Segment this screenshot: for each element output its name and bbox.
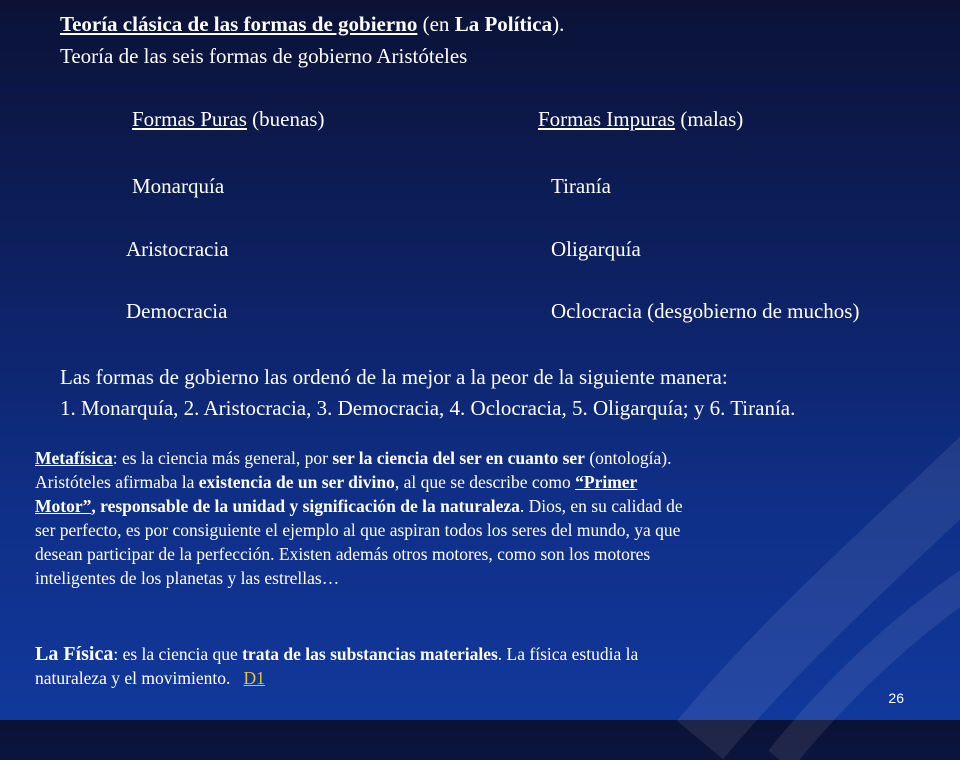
background-swoosh-decoration (660, 380, 960, 760)
page-number: 26 (888, 690, 904, 706)
work-title: La Política (454, 12, 553, 36)
fisica-line-2 (35, 666, 638, 690)
metafisica-line-6: inteligentes de los planetas y las estrellas… (35, 568, 340, 588)
fisica-line-1 (35, 642, 638, 666)
impure-forms-label: Formas Impuras (538, 107, 676, 131)
pure-form-democracia: Democracia (126, 299, 228, 323)
metafisica-bold-2: existencia de un ser divino (198, 472, 395, 492)
pure-forms-label: Formas Puras (132, 107, 247, 131)
metafisica-bold-4: Motor” (35, 496, 92, 516)
fisica-text-3: naturaleza y el movimiento. (35, 668, 244, 688)
title-line (60, 11, 564, 37)
title-middle: (en (417, 12, 455, 36)
ordering-intro: Las formas de gobierno las ordenó de la mejor a la peor de la siguiente manera: (60, 365, 728, 389)
metafisica-bold-5: , responsable de la unidad y significación de la naturaleza (91, 496, 520, 516)
fisica-text-2: . La física estudia la (497, 644, 639, 664)
fisica-text-1: : es la ciencia que (113, 644, 243, 664)
impure-form-oligarquia: Oligarquía (551, 237, 641, 261)
theory-title: Teoría clásica de las formas de gobierno (60, 12, 418, 36)
subtitle: Teoría de las seis formas de gobierno Aristóteles (60, 44, 468, 68)
fisica-bold-1: trata de las substancias materiales (242, 644, 498, 664)
metafisica-bold-1: ser la ciencia del ser en cuanto ser (332, 448, 585, 468)
metafisica-text-2: (ontología). (584, 448, 672, 468)
metafisica-text-5: . Dios, en su calidad de (519, 496, 683, 516)
impure-forms-header (538, 106, 743, 132)
fisica-term: La Física (35, 643, 114, 665)
metafisica-line-1 (35, 446, 683, 470)
metafisica-text-4: , al que se describe como (394, 472, 576, 492)
ordering-list: 1. Monarquía, 2. Aristocracia, 3. Democracia, 4. Oclocracia, 5. Oligarquía; y 6. Tiranía. (60, 396, 796, 420)
metafisica-text-1: : es la ciencia más general, por (112, 448, 333, 468)
metafisica-paragraph (35, 446, 683, 590)
pure-form-aristocracia: Aristocracia (126, 237, 229, 261)
metafisica-text-3: Aristóteles afirmaba la (35, 472, 199, 492)
impure-form-tirania: Tiranía (551, 174, 611, 198)
impure-forms-note: (malas) (675, 107, 744, 131)
fisica-paragraph (35, 642, 638, 690)
pure-forms-note: (buenas) (246, 107, 325, 131)
impure-form-oclocracia: Oclocracia (desgobierno de muchos) (551, 299, 860, 323)
metafisica-term: Metafísica (35, 448, 113, 468)
pure-form-monarquia: Monarquía (132, 174, 225, 198)
d1-link[interactable]: D1 (243, 668, 265, 688)
metafisica-bold-3: “Primer (575, 472, 638, 492)
metafisica-line-2 (35, 470, 683, 494)
pure-forms-header (132, 106, 324, 132)
metafisica-line-5: desean participar de la perfección. Existen además otros motores, como son los motores (35, 544, 651, 564)
metafisica-line-4: ser perfecto, es por consiguiente el ejemplo al que aspiran todos los seres del mundo, ya que (35, 520, 681, 540)
metafisica-line-3 (35, 494, 683, 518)
title-end: ). (552, 12, 565, 36)
